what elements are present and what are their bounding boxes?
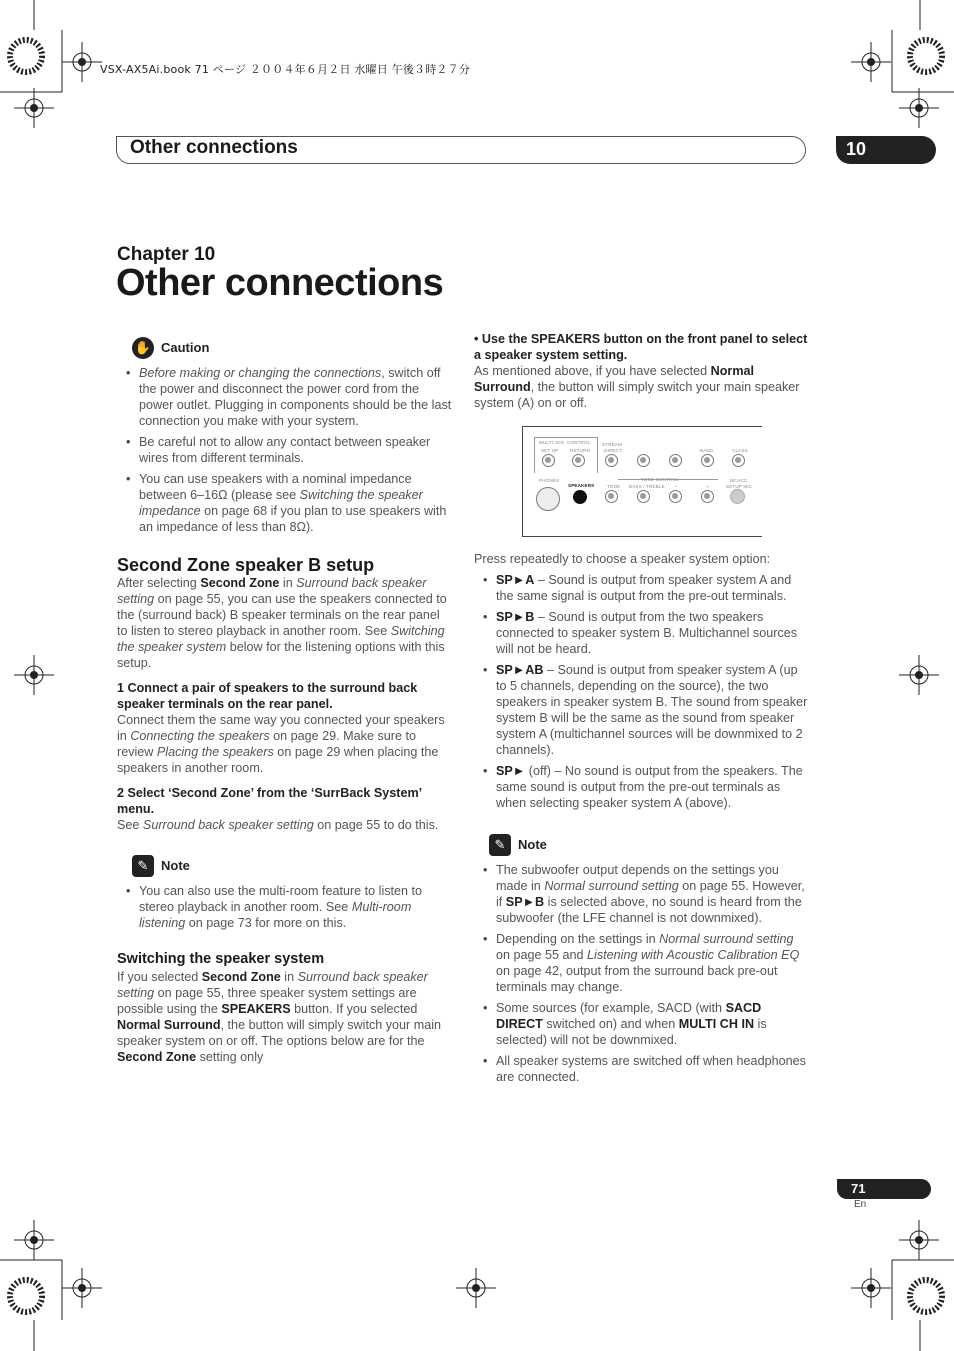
paragraph: As mentioned above, if you have selected Normal Surround, the button will simply switch your main speaker system (A) on or off. xyxy=(474,364,800,410)
right-column-top xyxy=(474,331,810,411)
option-list xyxy=(474,572,810,811)
caution-list xyxy=(117,365,452,535)
paragraph: Press repeatedly to choose a speaker system option: xyxy=(474,552,771,566)
print-header: VSX-AX5Ai.book 71 ページ ２００４年６月２日 水曜日 午後３時２７分 xyxy=(100,63,471,76)
list-item: • Some sources (for example, SACD (with SACD DIRECT switched on) and when MULTI CH IN is selected) will not be downmixed. xyxy=(474,1000,810,1048)
paragraph: If you selected Second Zone in Surround back speaker setting on page 55, three speaker system settings are possible using the SPEAKERS button. If you selected Normal Surround, the button will simply switch your main speaker system on or off. The options below are for the Second Zone setting only xyxy=(117,970,442,1064)
list-item: • Before making or changing the connections, switch off the power and disconnect the power cord from the power outlet. Plugging in components should be the last connection you make with your system. xyxy=(117,365,452,429)
list-item: • SP►B – Sound is output from the two speakers connected to speaker system B. Multichannel sources will not be heard. xyxy=(474,609,810,657)
list-item: • Be careful not to allow any contact between speaker wires from different terminals. xyxy=(117,434,452,466)
list-item: • SP► (off) – No sound is output from the speakers. The same sound is output from the pre-out terminals as when selecting speaker system A (above). xyxy=(474,763,810,811)
list-item: • SP►AB – Sound is output from speaker system A (up to 5 channels, depending on the source), the two speakers in speaker system B. The sound from speaker system B will be the same as the sound from speaker system A (multichannel sources will be downmixed to 2 channels). xyxy=(474,662,810,758)
paragraph: See Surround back speaker setting on page 55 to do this. xyxy=(117,818,439,832)
pencil-icon: ✎ xyxy=(132,855,154,877)
instruction: • Use the SPEAKERS button on the front panel to select a speaker system setting. xyxy=(474,332,808,362)
language-code: En xyxy=(854,1199,867,1210)
note-label: Note xyxy=(161,858,190,873)
front-panel-illustration xyxy=(522,426,762,537)
pencil-icon: ✎ xyxy=(489,834,511,856)
panel-label: STREAM xyxy=(602,442,622,447)
setup-mic-jack xyxy=(730,489,745,504)
header-title: Other connections xyxy=(130,137,298,158)
panel-label: TONE CONTROL xyxy=(641,477,680,482)
panel-knob xyxy=(669,454,682,467)
speakers-button xyxy=(573,490,587,504)
hand-stop-icon: ✋ xyxy=(132,337,154,359)
panel-label: BAND xyxy=(700,448,714,453)
panel-group-line xyxy=(618,479,718,480)
panel-label: SPEAKERS xyxy=(568,483,595,488)
note-list xyxy=(117,883,452,931)
phones-jack xyxy=(536,487,560,511)
caution-heading xyxy=(132,337,452,361)
chapter-badge xyxy=(836,136,936,164)
note-label: Note xyxy=(518,837,547,852)
class-knob xyxy=(732,454,745,467)
minus-knob xyxy=(669,490,682,503)
right-column-bottom xyxy=(474,551,810,1085)
bass-treble-knob xyxy=(637,490,650,503)
panel-label: – xyxy=(675,484,678,489)
paragraph: After selecting Second Zone in Surround back speaker setting on page 55, you can use the speakers connected to the (surround back) B speaker terminals on the rear panel to listen to stereo playback in another room. See Switching the speaker system below for the listening options with this setup. xyxy=(117,576,447,670)
caution-label: Caution xyxy=(161,340,210,355)
paragraph: Connect them the same way you connected your speakers in Connecting the speakers on page 29. Make sure to review Placing the speakers on page 29 when placing the speakers in another room. xyxy=(117,713,445,775)
list-item: • All speaker systems are switched off when headphones are connected. xyxy=(474,1053,810,1085)
panel-label: CLASS xyxy=(732,448,748,453)
section-heading: Second Zone speaker B setup xyxy=(117,555,375,575)
panel-knob xyxy=(637,454,650,467)
note-heading xyxy=(489,834,810,858)
chapter-title: Other connections xyxy=(116,262,444,304)
panel-label: TONE xyxy=(607,484,621,489)
note-heading xyxy=(132,855,452,879)
panel-label: SET UP xyxy=(541,448,559,453)
list-item: • You can also use the multi-room feature to listen to stereo playback in another room. See Multi-room listening on page 73 for more on this. xyxy=(117,883,452,931)
chapter-number: 10 xyxy=(846,139,867,159)
list-item: • You can use speakers with a nominal impedance between 6–16Ω (please see Switching the speaker impedance on page 68 if you plan to use speakers with an impedance of less than 8Ω). xyxy=(117,471,452,535)
band-knob xyxy=(701,454,714,467)
panel-label: BASS / TREBLE xyxy=(629,484,665,489)
page-number: 71 xyxy=(851,1181,866,1196)
chapter-label: Chapter 10 xyxy=(117,244,216,265)
left-column xyxy=(117,337,452,1065)
panel-label: CONTROL xyxy=(567,440,591,445)
panel-label: SETUP MIC xyxy=(726,484,753,489)
panel-label: PHONES xyxy=(539,478,560,483)
list-item: • The subwoofer output depends on the settings you made in Normal surround setting on page 55. However, if SP►B is selected above, no sound is heard from the subwoofer (the LFE channel is not downmixed). xyxy=(474,862,810,926)
return-knob xyxy=(572,454,585,467)
plus-knob xyxy=(701,490,714,503)
step-title: 2 Select ‘Second Zone’ from the ‘SurrBack System’ menu. xyxy=(117,786,422,816)
note-list xyxy=(474,862,810,1085)
list-item: • SP►A – Sound is output from speaker system A and the same signal is output from the pre-out terminals. xyxy=(474,572,810,604)
panel-label: MCACC xyxy=(730,478,748,483)
panel-label: MULTI JOG xyxy=(539,440,565,445)
page-number-badge xyxy=(837,1179,931,1199)
step-title: 1 Connect a pair of speakers to the surround back speaker terminals on the rear panel. xyxy=(117,681,418,711)
panel-label: DIRECT xyxy=(604,448,622,453)
list-item: • Depending on the settings in Normal surround setting on page 55 and Listening with Acoustic Calibration EQ on page 42, output from the surround back pre-out terminals may change. xyxy=(474,931,810,995)
tone-knob xyxy=(605,490,618,503)
subsection-heading: Switching the speaker system xyxy=(117,951,325,967)
panel-label: RETURN xyxy=(570,448,590,453)
stream-direct-knob xyxy=(605,454,618,467)
multi-jog-setup-knob xyxy=(542,454,555,467)
panel-label: + xyxy=(706,484,709,489)
